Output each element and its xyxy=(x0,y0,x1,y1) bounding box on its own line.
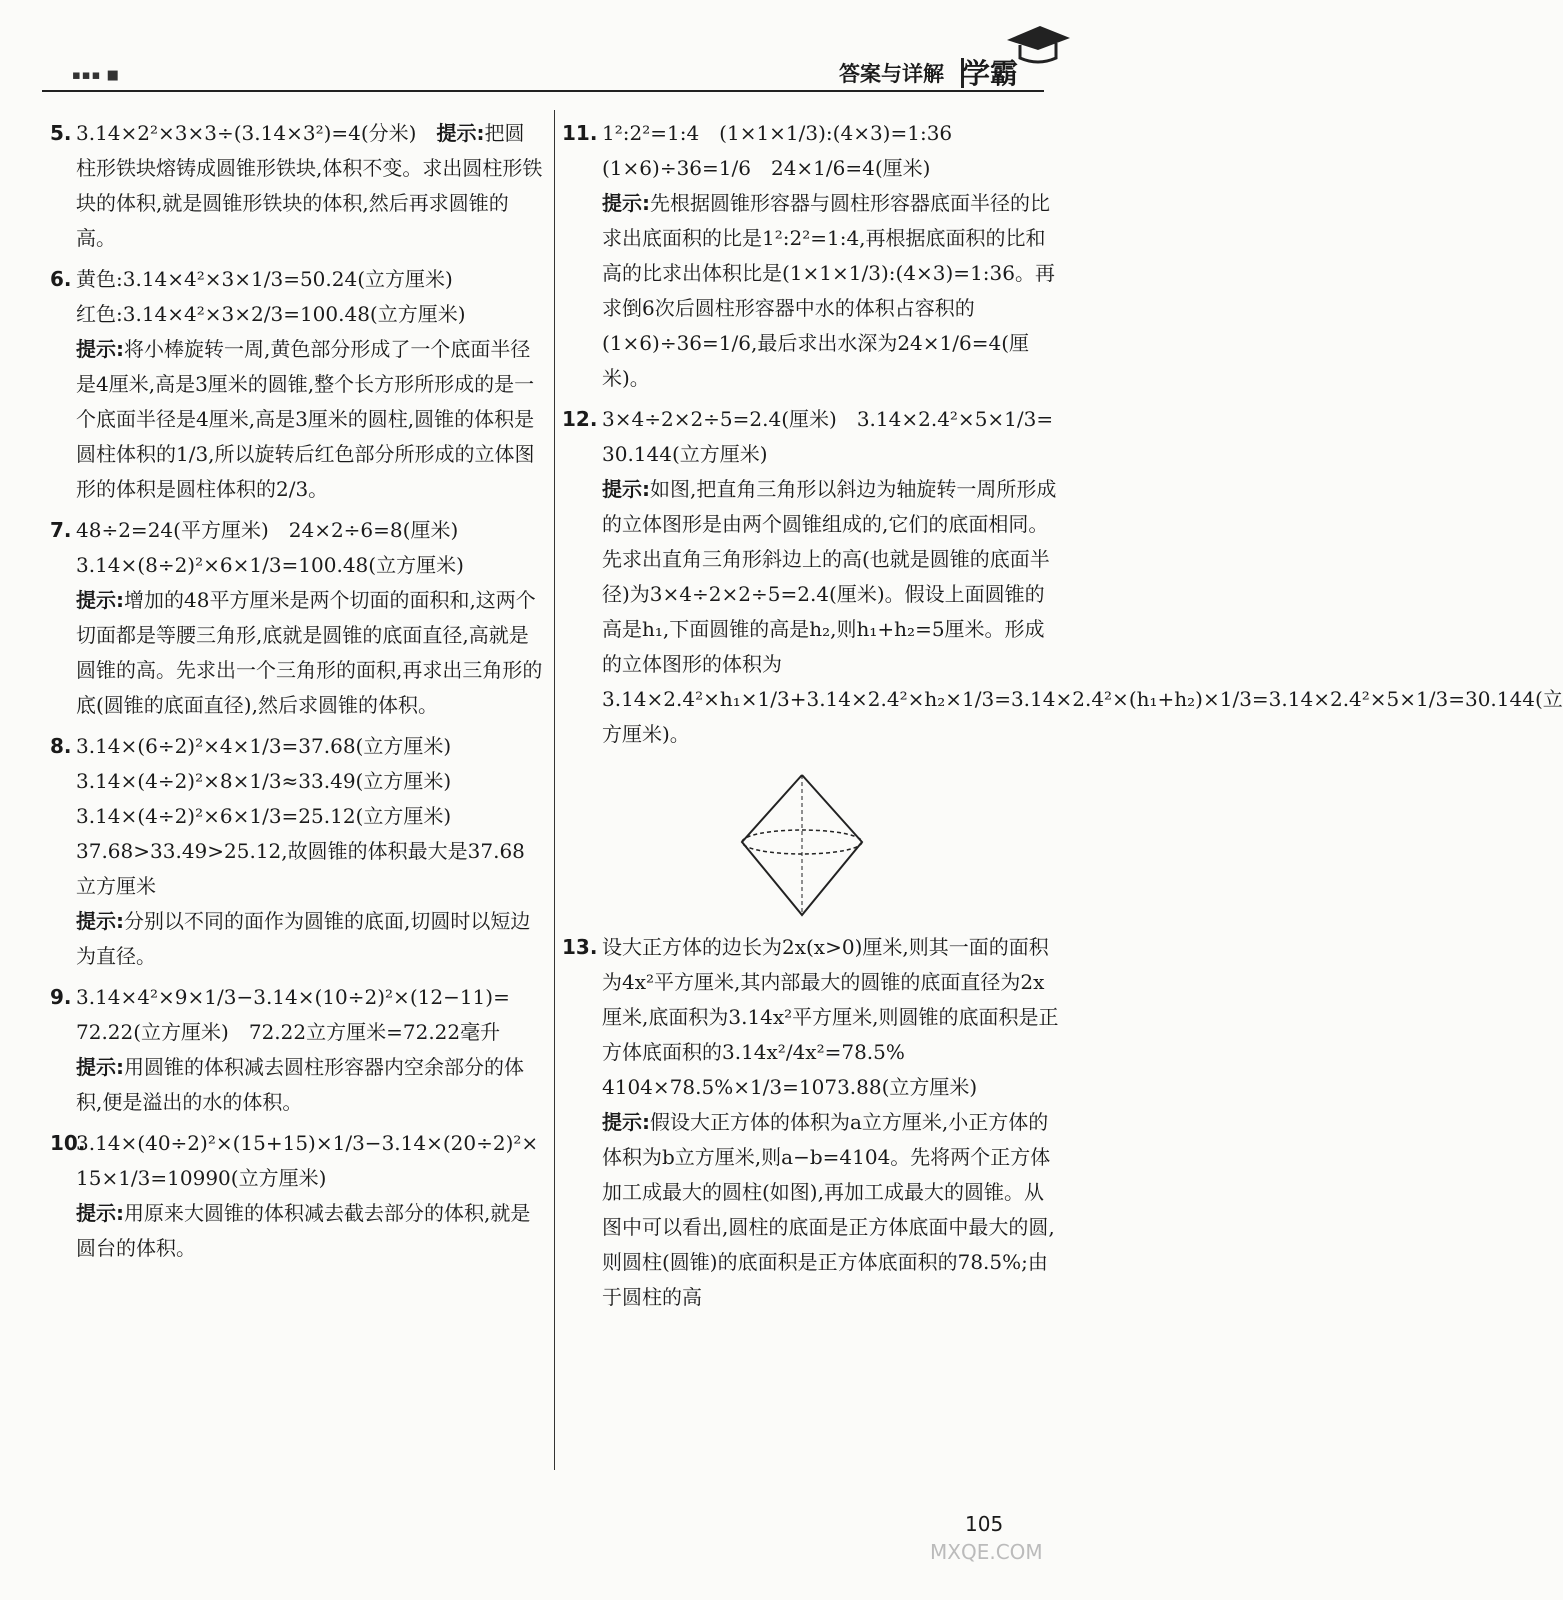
answer-line: 3.14×4²×9×1/3−3.14×(10÷2)²×(12−11)= xyxy=(76,985,510,1009)
answer-number: 12. xyxy=(562,407,598,431)
answer-item xyxy=(50,980,544,1120)
tip-label: 提示: xyxy=(602,1110,650,1134)
tip-text: 假设大正方体的体积为a立方厘米,小正方体的体积为b立方厘米,则a−b=4104。先将两个正方体加工成最大的圆柱(如图),再加工成最大的圆锥。从图中可以看出,圆柱的底面是正方体底面中最大的圆,则圆柱(圆锥)的底面积是正方体底面积的78.5%;由于圆柱的高 xyxy=(602,1110,1055,1309)
column-divider xyxy=(554,110,555,1470)
tip-text: 把圆柱形铁块熔铸成圆锥形铁块,体积不变。求出圆柱形铁块的体积,就是圆锥形铁块的体积,然后再求圆锥的高。 xyxy=(76,121,543,250)
header-label: 答案与详解 xyxy=(839,62,944,86)
answer-line: 1²:2²=1:4 (1×1×1/3):(4×3)=1:36 xyxy=(602,121,953,145)
tip-label: 提示: xyxy=(76,909,124,933)
tip-label: 提示: xyxy=(76,337,124,361)
double-cone-figure xyxy=(732,770,872,920)
answer-item xyxy=(50,729,544,974)
answer-item xyxy=(562,930,1062,1315)
tip-paragraph xyxy=(76,332,544,507)
answer-number: 7. xyxy=(50,518,72,542)
tip-paragraph xyxy=(602,186,1062,396)
answer-item xyxy=(50,1126,544,1266)
answer-line: 3.14×(6÷2)²×4×1/3=37.68(立方厘米) xyxy=(76,734,452,758)
answer-item xyxy=(562,402,1563,752)
answer-line: (1×6)÷36=1/6 24×1/6=4(厘米) xyxy=(602,156,931,180)
right-column xyxy=(562,110,1563,1315)
answer-line: 48÷2=24(平方厘米) 24×2÷6=8(厘米) xyxy=(76,518,459,542)
answer-line: 15×1/3=10990(立方厘米) xyxy=(76,1166,327,1190)
answer-number: 11. xyxy=(562,121,598,145)
answer-number: 5. xyxy=(50,121,72,145)
tip-label: 提示: xyxy=(602,477,650,501)
answer-text: 3.14×2²×3×3÷(3.14×3²)=4(分米) xyxy=(76,121,437,145)
tip-paragraph xyxy=(76,583,544,723)
tip-label: 提示: xyxy=(602,191,650,215)
answer-line: 72.22(立方厘米) 72.22立方厘米=72.22毫升 xyxy=(76,1020,501,1044)
answer-line: 30.144(立方厘米) xyxy=(602,442,768,466)
tip-text: 先根据圆锥形容器与圆柱形容器底面半径的比求出底面积的比是1²:2²=1:4,再根据底面积的比和高的比求出体积比是(1×1×1/3):(4×3)=1:36。再求倒6次后圆柱形容器中水的体积占容积的(1×6)÷36=1/6,最后求出水深为24×1/6=4(厘米)。 xyxy=(602,191,1055,390)
tip-paragraph xyxy=(76,1050,544,1120)
tip-label: 提示: xyxy=(76,1201,124,1225)
header-rule xyxy=(42,90,1044,92)
answer-number: 6. xyxy=(50,267,72,291)
tip-text: 用原来大圆锥的体积减去截去部分的体积,就是圆台的体积。 xyxy=(76,1201,531,1260)
tip-paragraph xyxy=(602,1105,1062,1315)
left-column xyxy=(50,110,544,1266)
answer-number: 8. xyxy=(50,734,72,758)
answer-line: 黄色:3.14×4²×3×1/3=50.24(立方厘米) xyxy=(76,267,453,291)
tip-label: 提示: xyxy=(76,588,124,612)
page-header xyxy=(0,0,1114,100)
answer-item xyxy=(50,262,544,507)
answer-line: 3.14×(40÷2)²×(15+15)×1/3−3.14×(20÷2)²× xyxy=(76,1131,539,1155)
tip-text: 增加的48平方厘米是两个切面的面积和,这两个切面都是等腰三角形,底就是圆锥的底面直径,高就是圆锥的高。先求出一个三角形的面积,再求出三角形的底(圆锥的底面直径),然后求圆锥的体积。 xyxy=(76,588,543,717)
tip-text: 用圆锥的体积减去圆柱形容器内空余部分的体积,便是溢出的水的体积。 xyxy=(76,1055,524,1114)
tip-paragraph xyxy=(76,1196,544,1266)
graduation-cap-icon xyxy=(1002,18,1072,68)
header-brand: 学霸 xyxy=(961,57,1018,90)
answer-item xyxy=(50,513,544,723)
answer-item xyxy=(562,116,1062,396)
page-number: 105 xyxy=(965,1512,1004,1536)
answer-number: 10. xyxy=(50,1131,86,1155)
answer-line: 设大正方体的边长为2x(x>0)厘米,则其一面的面积为4x²平方厘米,其内部最大的圆锥的底面直径为2x厘米,底面积为3.14x²平方厘米,则圆锥的底面积是正方体底面积的3.14x²/4x²=78.5% 4104×78.5%×1/3=1073.88(立方厘米) xyxy=(602,935,1059,1099)
answer-line: 3.14×(4÷2)²×8×1/3≈33.49(立方厘米) xyxy=(76,769,452,793)
answer-line: 3×4÷2×2÷5=2.4(厘米) 3.14×2.4²×5×1/3= xyxy=(602,407,1054,431)
answer-line: 红色:3.14×4²×3×2/3=100.48(立方厘米) xyxy=(76,302,466,326)
tip-paragraph xyxy=(602,472,1563,752)
tip-label: 提示: xyxy=(76,1055,124,1079)
answer-number: 9. xyxy=(50,985,72,1009)
tip-paragraph xyxy=(76,904,544,974)
header-marks: ▪▪▪ ■ xyxy=(72,68,120,83)
tip-text: 分别以不同的面作为圆锥的底面,切圆时以短边为直径。 xyxy=(76,909,531,968)
answer-line: 37.68>33.49>25.12,故圆锥的体积最大是37.68立方厘米 xyxy=(76,839,525,898)
answer-line: 3.14×(4÷2)²×6×1/3=25.12(立方厘米) xyxy=(76,804,452,828)
tip-label: 提示: xyxy=(436,121,485,145)
tip-text: 将小棒旋转一周,黄色部分形成了一个底面半径是4厘米,高是3厘米的圆锥,整个长方形所形成的是一个底面半径是4厘米,高是3厘米的圆柱,圆锥的体积是圆柱体积的1/3,所以旋转后红色部分所形成的立体图形的体积是圆柱体积的2/3。 xyxy=(76,337,535,501)
tip-text: 如图,把直角三角形以斜边为轴旋转一周所形成的立体图形是由两个圆锥组成的,它们的底面相同。先求出直角三角形斜边上的高(也就是圆锥的底面半径)为3×4÷2×2÷5=2.4(厘米)。假设上面圆锥的高是h₁,下面圆锥的高是h₂,则h₁+h₂=5厘米。形成的立体图形的体积为3.14×2.4²×h₁×1/3+3.14×2.4²×h₂×1/3=3.14×2.4²×(h₁+h₂)×1/3=3.14×2.4²×5×1/3=30.144(立方厘米)。 xyxy=(602,477,1563,746)
answer-item xyxy=(50,116,544,256)
answer-number: 13. xyxy=(562,935,598,959)
watermark: MXQE.COM xyxy=(930,1540,1043,1564)
answer-line: 3.14×(8÷2)²×6×1/3=100.48(立方厘米) xyxy=(76,553,464,577)
